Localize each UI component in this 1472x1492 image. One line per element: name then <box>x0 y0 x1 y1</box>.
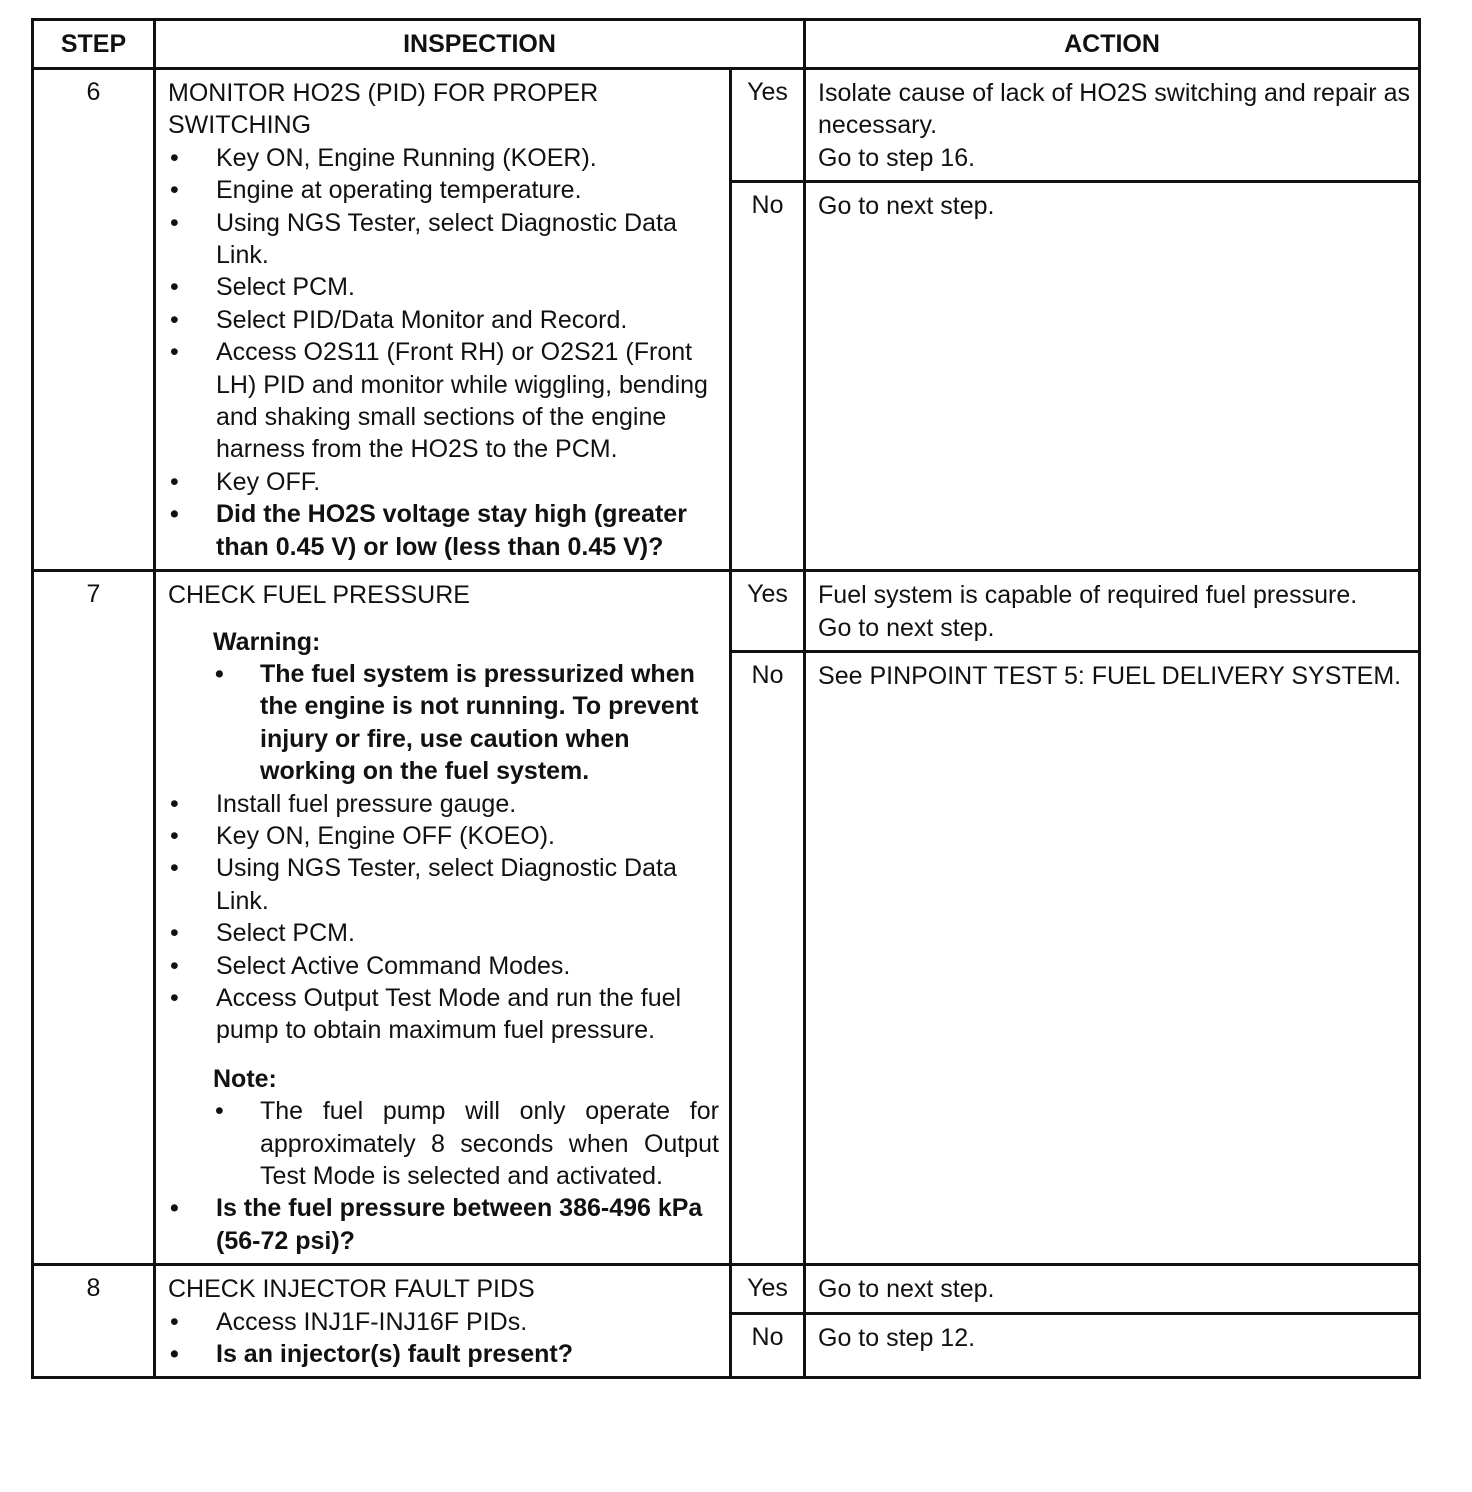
list-item: • Using NGS Tester, select Diagnostic Data Link. <box>168 852 719 917</box>
yes-action: Go to next step. <box>805 1265 1420 1313</box>
list-item: • Select PCM. <box>168 271 719 303</box>
list-item: • Key ON, Engine OFF (KOEO). <box>168 820 719 852</box>
warning-block <box>168 658 719 788</box>
no-label: No <box>731 182 805 571</box>
bullet-list <box>168 142 719 563</box>
no-label: No <box>731 651 805 1264</box>
list-item: • Using NGS Tester, select Diagnostic Data Link. <box>168 207 719 272</box>
yes-action: Fuel system is capable of required fuel pressure. Go to next step. <box>805 571 1420 652</box>
yes-label: Yes <box>731 571 805 652</box>
yes-label: Yes <box>731 69 805 182</box>
warning-text: • The fuel system is pressurized when the engine is not running. To prevent injury or fire, use caution when working on the fuel system. <box>213 658 719 788</box>
diagnostic-table <box>31 18 1421 1379</box>
inspection-cell <box>155 571 731 1265</box>
table-row <box>33 571 1420 652</box>
list-item: • Engine at operating temperature. <box>168 174 719 206</box>
table-row <box>33 69 1420 182</box>
table-row <box>33 1265 1420 1313</box>
list-item: • Key OFF. <box>168 466 719 498</box>
step-number: 7 <box>33 571 155 1265</box>
no-action: See PINPOINT TEST 5: FUEL DELIVERY SYSTEM. <box>805 651 1420 1264</box>
list-item: • Key ON, Engine Running (KOER). <box>168 142 719 174</box>
header-inspection: INSPECTION <box>155 20 805 69</box>
header-row <box>33 20 1420 69</box>
header-action: ACTION <box>805 20 1420 69</box>
bullet-list <box>168 788 719 1047</box>
list-item: • Select PCM. <box>168 917 719 949</box>
note-label: Note: <box>213 1064 277 1093</box>
inspection-question: • Did the HO2S voltage stay high (greater than 0.45 V) or low (less than 0.45 V)? <box>168 498 719 563</box>
note-text: • The fuel pump will only operate for approximately 8 seconds when Output Test Mode is selected and activated. <box>213 1095 719 1192</box>
yes-label: Yes <box>731 1265 805 1313</box>
no-label: No <box>731 1313 805 1378</box>
header-step: STEP <box>33 20 155 69</box>
list-item: • Access Output Test Mode and run the fuel pump to obtain maximum fuel pressure. <box>168 982 719 1047</box>
step-title: MONITOR HO2S (PID) FOR PROPER SWITCHING <box>168 79 599 140</box>
list-item: • Access INJ1F-INJ16F PIDs. <box>168 1306 719 1338</box>
note-block <box>168 1095 719 1192</box>
no-action: Go to next step. <box>805 182 1420 571</box>
inspection-question: • Is an injector(s) fault present? <box>168 1338 719 1370</box>
step-number: 8 <box>33 1265 155 1378</box>
warning-label: Warning: <box>213 627 321 656</box>
yes-action: Isolate cause of lack of HO2S switching and repair as necessary. Go to step 16. <box>805 69 1420 182</box>
step-title: CHECK INJECTOR FAULT PIDS <box>168 1275 535 1304</box>
list-item: • Select PID/Data Monitor and Record. <box>168 304 719 336</box>
list-item: • Access O2S11 (Front RH) or O2S21 (Front LH) PID and monitor while wiggling, bending and shaking small sections of the engine harness from the HO2S to the PCM. <box>168 336 719 466</box>
bullet-list <box>168 1306 719 1371</box>
inspection-cell <box>155 69 731 571</box>
no-action: Go to step 12. <box>805 1313 1420 1378</box>
inspection-cell <box>155 1265 731 1378</box>
step-title: CHECK FUEL PRESSURE <box>168 581 470 610</box>
list-item: • Select Active Command Modes. <box>168 950 719 982</box>
inspection-question: • Is the fuel pressure between 386-496 kPa (56-72 psi)? <box>168 1192 719 1257</box>
step-number: 6 <box>33 69 155 571</box>
list-item: • Install fuel pressure gauge. <box>168 788 719 820</box>
